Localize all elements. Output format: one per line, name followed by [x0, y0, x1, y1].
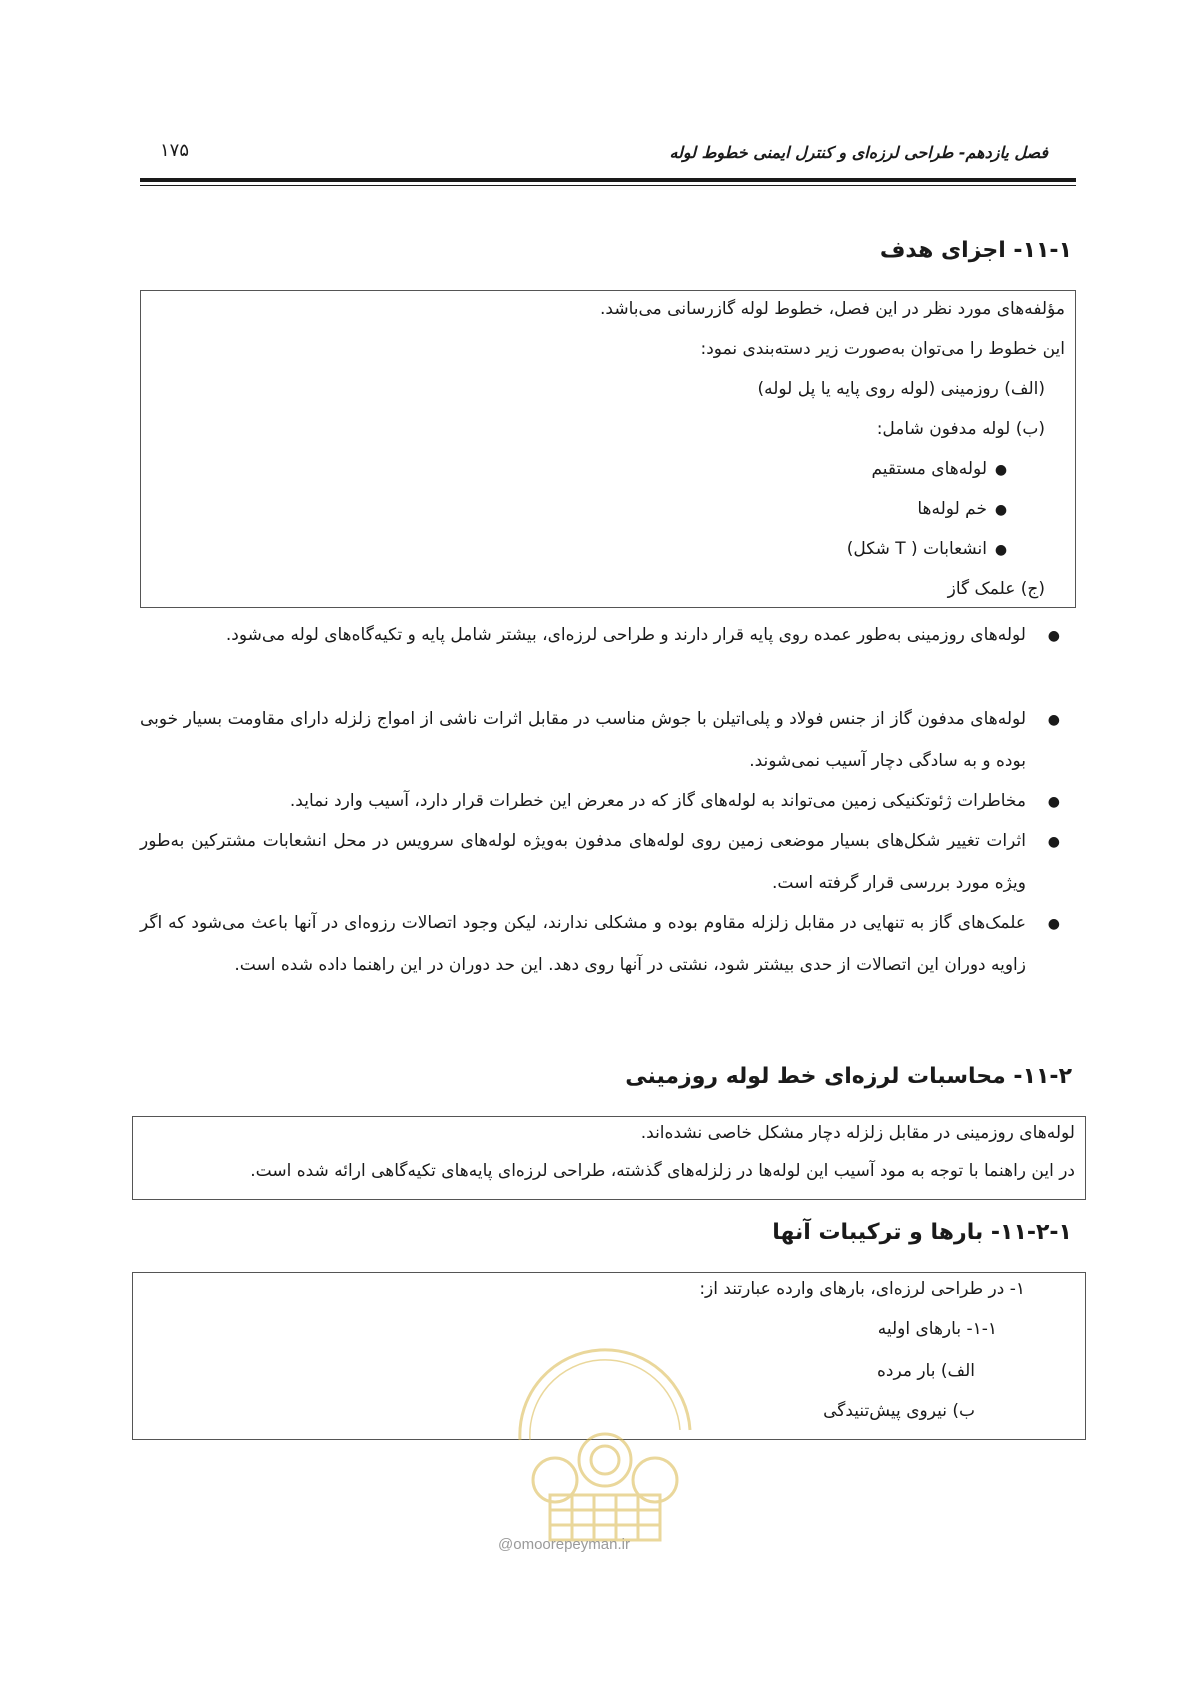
bullet-icon: ● — [1047, 834, 1060, 850]
box-line: این خطوط را می‌توان به‌صورت زیر دسته‌بندی نمود: — [700, 339, 1065, 359]
watermark-logo-icon — [490, 1330, 720, 1550]
box-line: الف) بار مرده — [876, 1361, 975, 1381]
box-bullet-text: لوله‌های مستقیم — [871, 459, 987, 479]
bullet-icon: ● — [994, 542, 1008, 558]
box-bullet-text: خم لوله‌ها — [917, 499, 987, 519]
page-number: ۱۷۵ — [160, 140, 190, 161]
definition-box-2 — [132, 1116, 1086, 1200]
header-rule-thick — [140, 178, 1076, 182]
bullet-icon: ● — [1047, 916, 1060, 932]
bullet-icon: ● — [994, 502, 1008, 518]
watermark-url: @omoorepeyman.ir — [498, 1536, 630, 1553]
section-heading-3: ۱۱-۲-۱- بارها و ترکیبات آنها — [772, 1220, 1072, 1245]
bullet-icon: ● — [994, 462, 1008, 478]
box-line: ۱-۱- بارهای اولیه — [877, 1319, 997, 1339]
box-line: مؤلفه‌های مورد نظر در این فصل، خطوط لوله گازرسانی می‌باشد. — [600, 299, 1065, 319]
section-heading-2: ۱۱-۲- محاسبات لرزه‌ای خط لوله روزمینی — [625, 1064, 1072, 1089]
box-bullet-text: انشعابات ( T شکل) — [846, 539, 987, 559]
box-line: (الف) روزمینی (لوله روی پایه یا پل لوله) — [757, 379, 1045, 399]
bullet-paragraph: علمک‌های گاز به تنهایی در مقابل زلزله مقاوم بوده و مشکلی ندارند، لیکن وجود اتصالات رزوه‌ای در آنها باعث می‌شود که اگر زاویه دوران این اتصالات از حدی بیشتر شود، نشتی در آنها روی دهد. این حد دوران در این راهنما داده شده است. — [140, 913, 1026, 975]
box-bullet-item — [917, 499, 1015, 519]
box-line: در این راهنما با توجه به مود آسیب این لوله‌ها در زلزله‌های گذشته، طراحی لرزه‌ای پایه‌های تکیه‌گاهی ارائه شده است. — [250, 1161, 1075, 1181]
bullet-paragraph: اثرات تغییر شکل‌های بسیار موضعی زمین روی لوله‌های مدفون به‌ویژه لوله‌های سرویس در محل انشعابات مشترکین به‌طور ویژه مورد بررسی قرار گرفته است. — [140, 831, 1026, 893]
box-line: (ج) علمک گاز — [947, 579, 1045, 599]
bullet-icon: ● — [1047, 712, 1060, 728]
box-line: ب) نیروی پیش‌تنیدگی — [823, 1401, 975, 1421]
box-bullet-item — [847, 539, 1015, 559]
header-rule-thin — [140, 185, 1076, 186]
bullet-paragraph: مخاطرات ژئوتکنیکی زمین می‌تواند به لوله‌های گاز که در معرض این خطرات قرار دارد، آسیب وارد نماید. — [289, 791, 1026, 811]
definition-box-1 — [140, 290, 1076, 608]
bullet-paragraph: لوله‌های مدفون گاز از جنس فولاد و پلی‌اتیلن با جوش مناسب در مقابل اثرات ناشی از امواج زلزله دارای مقاومت بسیار خوبی بوده و به سادگی دچار آسیب نمی‌شوند. — [140, 709, 1026, 771]
box-line: ۱- در طراحی لرزه‌ای، بارهای وارده عبارتند از: — [699, 1279, 1025, 1299]
bullet-icon: ● — [1047, 628, 1060, 644]
box-bullet-item — [871, 459, 1015, 479]
box-line: (ب) لوله مدفون شامل: — [876, 419, 1045, 439]
section-heading-1: ۱۱-۱- اجزای هدف — [879, 238, 1072, 263]
running-title: فصل یازدهم- طراحی لرزه‌ای و کنترل ایمنی خطوط لوله — [669, 143, 1048, 162]
bullet-icon: ● — [1047, 794, 1060, 810]
box-line: لوله‌های روزمینی در مقابل زلزله دچار مشکل خاصی نشده‌اند. — [640, 1123, 1075, 1143]
bullet-paragraph: لوله‌های روزمینی به‌طور عمده روی پایه قرار دارند و طراحی لرزه‌ای، بیشتر شامل پایه و تکیه‌گاه‌های لوله می‌شود. — [225, 625, 1026, 645]
